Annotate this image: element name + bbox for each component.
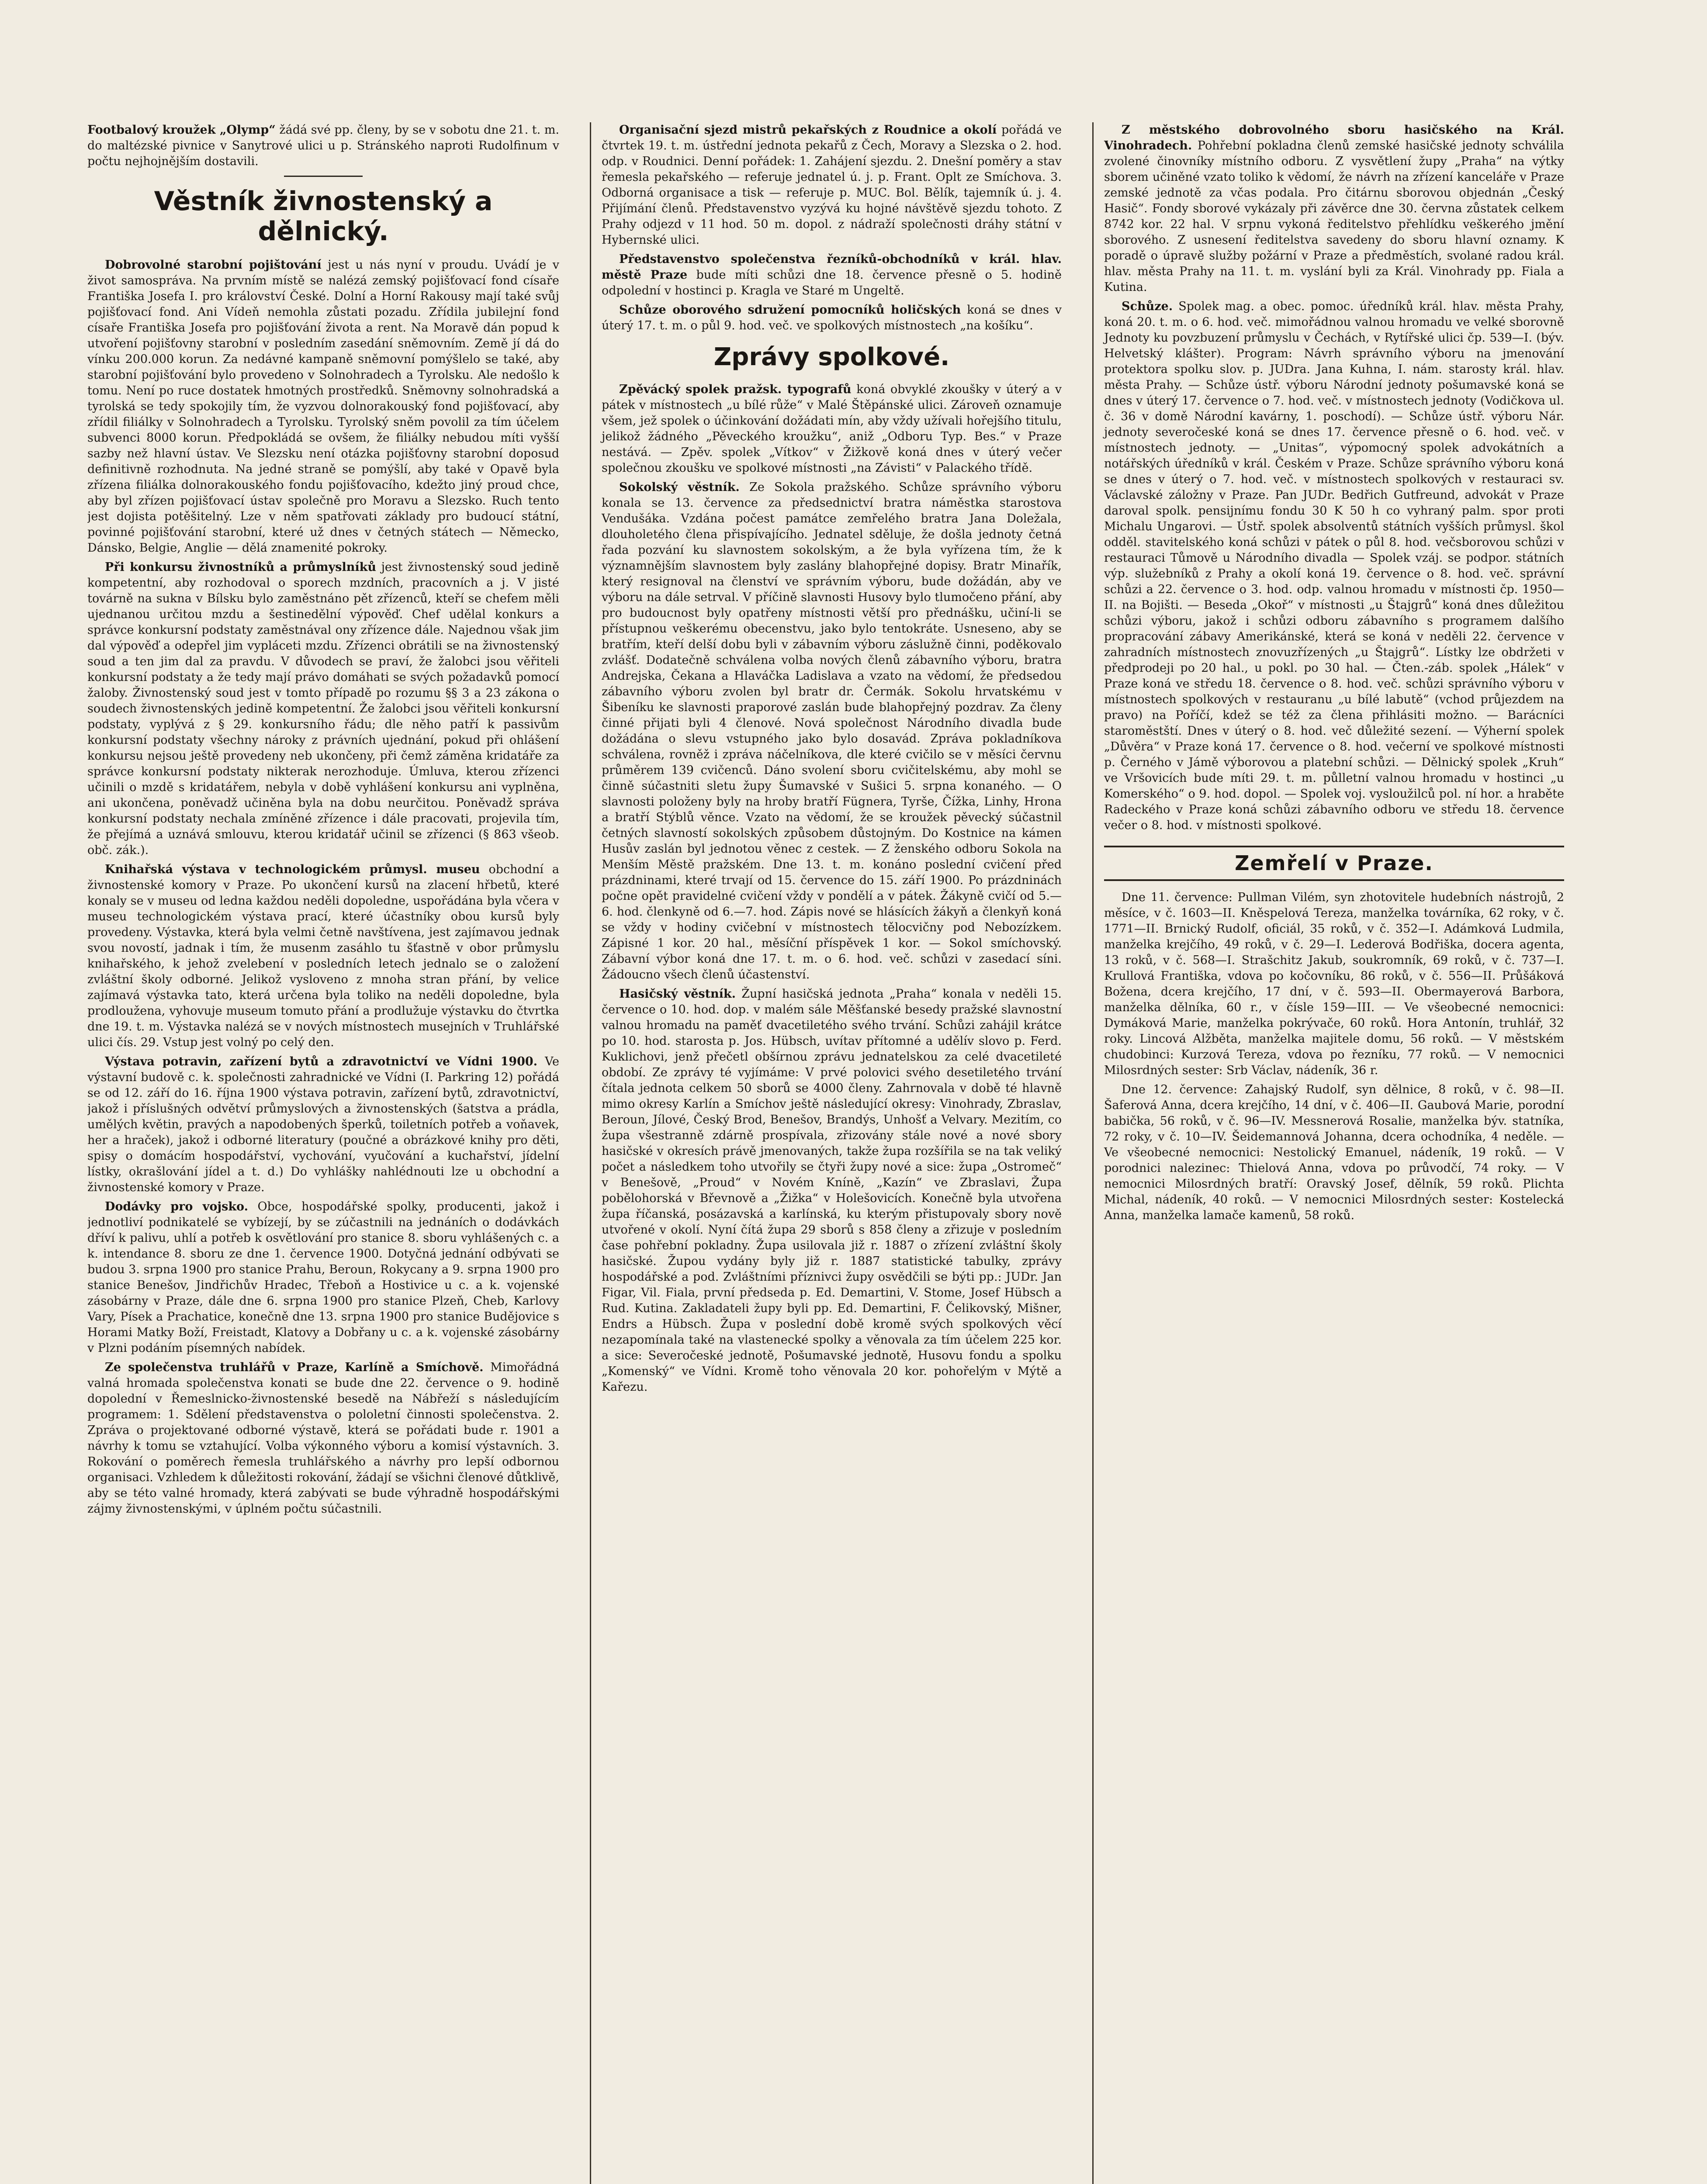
article-paragraph (87, 862, 559, 1051)
article-text: pořádá ve čtvrtek 19. t. m. ústřední jednota pekařů z Čech, Moravy a Slezska o 2. hod. odp. v Roudnici. Denní pořádek: 1. Zahájení sjezdu. 2. Dnešní poměry a stav řemesla pekařského — referuje jednatel ú. j. p. Frant. Oplt ze Smíchova. 3. Odborná organisace a tisk — referuje p. MUC. Bol. Bělík, tajemník ú. j. 4. Přijímání členů. Představenstvo vyzývá ku hojné návštěvě sjezdu tohoto. Z Prahy odjezd v 11 hod. 50 m. dopol. z nádraží společnosti dráhy státní v Hybernské ulici. (602, 123, 1062, 247)
article-text: Dne 11. července: Pullman Vilém, syn zhotovitele hudebních nástrojů, 2 měsíce, v č. 1603—II. Kněspelová Tereza, manželka továrníka, 62 roky, v č. 1771—II. Brnický Rudolf, oficiál, 35 roků, v č. 352—I. Adámková Ludmila, manželka krejčího, 49 roků, v č. 29—I. Lederová Bodřiška, docera agenta, 13 roků, v č. 568—I. Strašchitz Jakub, soukromník, 69 roků, v č. 737—I. Krullová Františka, vdova po kočovníku, 86 roků, v č. 556—II. Průšáková Božena, dcera krejčího, 17 dní, v č. 593—II. Obermayerová Barbora, manželka dělníka, 60 r., v čísle 159—III. — Ve všeobecné nemocnici: Dymáková Marie, manželka pokrývače, 60 roků. Hora Antonín, truhlář, 32 roky. Lincová Alžběta, manželka majitele domu, 56 roků. — V městském chudobinci: Kurzová Tereza, vdova po řezníku, 77 roků. — V nemocnici Milosrdných sester: Srb Václav, nádeník, 36 r. (1104, 890, 1564, 1077)
section-heading: Zprávy spolkové. (713, 343, 950, 371)
article-text: obchodní a živnostenské komory v Praze. Po ukončení kursů na zlacení hřbetů, které konaly se v museu od ledna každou neděli dopoledne, uspořádána byla včera v museu technologickém výstava prací, které účastníky obou kursů byly provedeny. Výstavka, která byla velmi četně navštívena, jest zajímavou jednak svou novostí, jadnak i tím, že musenm zasáhlo tu šťastně v obor průmyslu knihařského, k jehož zvelebení v posledních letech jednalo se o založení zvláštní školy odborné. Jelikož vysloveno z mnoha stran přání, by velice zajímavá výstavka tato, která určena byla toliko na neděli dopoledne, byla prodloužena, vyhovuje museum tomuto přání a prodlužuje výstavku do čtvrtka dne 19. t. m. Výstavka nalézá se v nových místnostech musejních v Truhlářské ulici čís. 29. Vstup jest volný po celý den. (87, 863, 559, 1049)
article-lead: Zpěvácký spolek pražsk. typografů (619, 383, 852, 397)
article-text: Dne 12. července: Zahajský Rudolf, syn dělnice, 8 roků, v č. 98—II. Šaferová Anna, dcera krejčího, 14 dní, v č. 406—II. Gaubová Marie, porodní babička, 56 roků, v č. 96—IV. Messnerová Rosalie, manželka býv. statníka, 72 roky, v č. 10—IV. Šeidemannová Johanna, dcera ochodníka, 4 neděle. — Ve všeobecné nemocnici: Nestolický Emanuel, nádeník, 19 roků. — V porodnici nalezinec: Thielová Anna, vdova po průvodčí, 74 roky. — V nemocnici Milosrdných bratří: Oravský Josef, dělník, 59 roků. Plichta Michal, nádeník, 40 roků. — V nemocnici Milosrdných sester: Kostelecká Anna, manželka lamače kamenů, 58 roků. (1104, 1082, 1564, 1222)
article-paragraph (87, 560, 559, 858)
article-paragraph (602, 302, 1062, 334)
column-3 (1092, 122, 1564, 2184)
article-paragraph (87, 257, 559, 556)
article-text: Pohřební pokladna členů zemské hasičské jednoty schválila zvolené činovníky místního odboru. Z vysvětlení župy „Praha“ na výtky sborem učiněné vzato toliko k vědomí, že návrh na zřízení kanceláře v Praze zemské jednotě za včas podala. Pro čitárnu sborovou objednán „Český Hasič“. Fondy sborové vykázaly při závěrce dne 30. června zůstatek celkem 8742 kor. 22 hal. V srpnu vykoná ředitelstvo přehlídku veškerého jmění sborového. Z usnesení ředitelstva savedeny do sboru hlavní oznamy. K poradě o úpravě služby požární v Praze a předměstích, svolané radou král. hlav. města Prahy na 11. t. m. vyslání byli za Král. Vinohrady pp. Fiala a Kutina. (1104, 139, 1564, 294)
article-lead: Z městského dobrovolného sboru hasičského na Král. Vinohradech. (1104, 123, 1564, 152)
column-1 (87, 122, 559, 2184)
article-lead: Knihařská výstava v technologickém průmysl. museu (105, 863, 480, 876)
article-lead: Výstava potravin, zařízení bytů a zdravotnictví ve Vídni 1900. (105, 1055, 538, 1068)
article-lead: Sokolský věstník. (619, 480, 740, 494)
article-text: koná se dnes v úterý 17. t. m. o půl 9. hod. več. ve spolkových místnostech „na košíku“. (602, 303, 1062, 332)
article-text: Obce, hospodářské spolky, producenti, jakož i jednotliví podnikatelé se vybízejí, by se zúčastnili na jednáních o dodávkách dříví k palivu, uhlí a potřeb k osvětlování pro stanice 8. sboru vyhlášených c. a k. intendance 8. sboru ze dne 1. července 1900. Dotyčná jednání odbývati se budou 3. srpna 1900 pro stanice Prahu, Beroun, Rokycany a 9. srpna 1900 pro stanice Benešov, Jindřichův Hradec, Třeboň a Hostivice u c. a k. vojenské zásobárny v Praze, dále dne 6. srpna 1900 pro stanice Plzeň, Cheb, Karlovy Vary, Písek a Prachatice, konečně dne 13. srpna 1900 pro stanice Budějovice s Horami Matky Boží, Freistadt, Klatovy a Dobřany u c. a k. vojenské zásobárny v Plzni podáním písemných nabídek. (87, 1200, 559, 1355)
section-heading: Věstník živnostenský a dělnický. (154, 186, 493, 247)
article-paragraph (1104, 1082, 1564, 1223)
article-text: Mimořádná valná hromada společenstva konati se bude dne 22. července o 9. hodině dopolední v Řemeslnicko-živnostenské besedě na Nábřeží s následujícím programem: 1. Sdělení představenstva o pololetní činnosti společenstva. 2. Zpráva o projektované odborné výstavě, která se pořádati bude r. 1901 a návrhy k tomu se vztahující. Volba výkonného výboru a komisí výstavních. 3. Rokování o poměrech řemesla truhlářského a návrhy pro lepší odbornou organisaci. Vzhledem k důležitosti rokování, žádají se všichni členové důtklivě, aby se této valné hromady, která zabývati se bude výhradně hospodářskými zájmy živnostenskými, v úplném počtu súčastnili. (87, 1361, 559, 1516)
article-paragraph (1104, 299, 1564, 833)
article-text: Ve výstavní budově c. k. společnosti zahradnické ve Vídni (I. Parkring 12) pořádá se od 12. září do 16. října 1900 výstava potravin, zařízení bytů, zdravotnictví, jakož i příslušných odvětví průmyslových a živnostenských (šatstva a prádla, umělých květin, pravých a napodobených šperků, toiletních potřeb a voňavek, her a hraček), jakož i odborné literatury (poučné a obrázkové knihy pro děti, spisy o domácím hospodářství, vychování, vyučování a kuchařství, jídelní lístky, okrašlování jídel a t. d.) Do vyhlášky nahlédnouti lze u obchodní a živnostenské komory v Praze. (87, 1055, 559, 1194)
article-lead: Organisační sjezd mistrů pekařských z Roudnice a okolí (619, 123, 997, 137)
article-paragraph (1104, 890, 1564, 1078)
article-lead: Dobrovolné starobní pojištování (105, 258, 322, 272)
article-paragraph (602, 480, 1062, 983)
article-lead: Hasičský věstník. (619, 987, 736, 1001)
column-2 (590, 122, 1062, 2184)
article-text: koná obvyklé zkoušky v úterý a v pátek v místnostech „u bílé růže“ v Malé Štěpánské ulici. Zároveň oznamuje všem, jež spolek o účinkování dožádati mín, aby vždy užívali hořejšího titulu, jelikož žádného „Pěveckého kroužku“, aniž „Odboru Typ. Bes.“ v Praze nestává. — Zpěv. spolek „Vítkov“ v Žižkově koná dnes v úterý večer společnou zkoušku ve spolkové místnosti „na Závisti“ v Palackého třídě. (602, 383, 1062, 475)
section-heading: Zemřelí v Praze. (1104, 846, 1564, 881)
article-paragraph (602, 986, 1062, 1395)
article-paragraph (1104, 122, 1564, 295)
article-lead: Schůze oborového sdružení pomocníků holičských (619, 303, 961, 317)
article-paragraph (87, 1199, 559, 1356)
article-paragraph (87, 1054, 559, 1196)
article-text: Župní hasičská jednota „Praha“ konala v neděli 15. července o 10. hod. dop. v malém sále Měšťanské besedy pražské slavnostní valnou hromadu na paměť dvacetiletého svého trvání. Schůzi zahájil krátce po 10. hod. starosta p. Jos. Hübsch, uvítav přítomné a udělív slovo p. Ferd. Kuklichovi, jenž přečetl obšírnou zprávu jednatelskou za celé dvacetileté období. Ze zprávy té vyjímáme: V prvé polovici svého desetiletého trvání čítala jednota celkem 50 sborů se 4000 členy. Zahrnovala v době té hlavně mimo okresy Karlín a Smíchov ještě následující okresy: Vinohrady, Zbraslav, Beroun, Jílové, Český Brod, Benešov, Brandýs, Unhošť a Velvary. Mezitím, co župa všestranně zdárně prospívala, zřizovány stále nové a nové sbory hasičské v okresích právě jmenovaných, takže župa rozšířila se na tak veliký počet a následkem toho utvořily se čtyři župy nové a sice: župa „Ostromeč“ v Benešově, „Proud“ v Novém Kníně, „Kazín“ ve Zbraslavi, Župa pobělohorská v Břevnově a „Žižka“ v Holešovicích. Konečně byla utvořena župa říčanská, posázavská a karlínská, ku kterým přistupovaly sbory nově utvořené v okolí. Nyní čítá župa 29 sborů s 858 členy a zřizuje v posledním čase pohřební pokladny. Župa usilovala již r. 1887 o zřízení zvláštní školy hasičské. Župou vydány byly již r. 1887 statistické tabulky, zprávy hospodářské a pod. Zvláštními příznivci župy osvědčili se býti pp.: JUDr. Jan Figar, Vil. Fiala, první předseda p. Ed. Demartini, V. Stome, Josef Hübsch a Rud. Kutina. Zakladateli župy byli pp. Ed. Demartini, F. Čelikovský, Mišner, Endrs a Hübsch. Župa v poslední době kromě svých spolkových věcí nezapomínala také na vlastenecké spolky a věnovala za tím účelem 225 kor. a sice: Severočeské jednotě, Pošumavské jednotě, Husovu fondu a spolku „Komenský“ ve Vídni. Kromě toho věnovala 20 kor. pohořelým v Mýtě a Kařezu. (602, 987, 1062, 1394)
article-lead: Footbalový kroužek „Olymp“ (87, 123, 276, 137)
article-text: žádá své pp. členy, by se v sobotu dne 21. t. m. do maltézské pivnice v Sanytrové ulici u p. Stránského naproti Rudolfinum v počtu nejhojnějším dostavili. (87, 123, 559, 168)
article-lead: Dodávky pro vojsko. (105, 1200, 248, 1213)
article-text: jest živnostenský soud jedině kompetentní, aby rozhodoval o sporech mzdních, pracovních a j. V jisté továrně na sukna v Bílsku bylo zaměstnáno pět zřízenců, kteří se chefem měli ujednanou určitou mzdu a šestinedělní výpověď. Chef udělal konkurs a správce konkursní podstaty zaměstnával ony zřízence dále. Najednou však jim dal výpověď a odepřel jim vypláceti mzdu. Zřízenci obrátili se na živnostenský soud a ten jim dal za pravdu. V důvodech se praví, že žalobci jsou věřiteli konkursní podstaty a že tedy mají právo domáhati se svých požadavků pomocí žaloby. Živnostenský soud jest v tomto případě po rozumu §§ 3 a 23 zákona o soudech živnostenských jedině kompetentní. Že žalobci jsou věřiteli konkursní podstaty, vyplývá z § 29. konkursního řádu; dle něho patří k passivům konkursní podstaty všechny nároky z právních ujednání, pokud při ohlášení konkursu nejsou ještě provedeny neb ukončeny, při čemž záměna kridatáře za správce konkursní podstaty nikterak nerozhoduje. Úmluva, kterou zřízenci učinili o mzdě s kridatářem, nebyla v době vyhlášení konkursu ani vyplněna, ani ukončena, poněvadž učiněna byla na dobu neurčitou. Poněvadž správa konkursní podstaty nechala zmíněné zřízence i dále pracovati, projevila tím, že přejímá a uznává smlouvu, kterou kridatář učinil se zřízenci (§ 863 všeob. obč. zák.). (87, 560, 559, 857)
article-lead: Ze společenstva truhlářů v Praze, Karlíně a Smíchově. (105, 1361, 484, 1374)
article-paragraph (87, 1360, 559, 1517)
article-lead: Schůze. (1122, 300, 1173, 313)
article-text: bude míti schůzi dne 18. července přesně o 5. hodině odpolední v hostinci p. Kragla ve Staré m Ungeltě. (602, 268, 1062, 297)
article-paragraph (87, 122, 559, 169)
article-paragraph (602, 252, 1062, 299)
divider-rule (284, 176, 363, 177)
columns (87, 122, 1655, 2184)
article-text: Spolek mag. a obec. pomoc. úředníků král. hlav. města Prahy, koná 20. t. m. o 6. hod. več. mimořádnou valnou hromadu ve velké sborovně Jednoty ku povzbuzení průmyslu v Čechách, v Rytířské ulici čp. 539—I. (býv. Helvetský klášter). Program: Návrh správního výboru na jmenování protektora spolku slov. p. JUDra. Jana Kuhna, I. nám. starosty král. hlav. města Prahy. — Schůze ústř. výboru Národní jednoty pošumavské koná se dnes v úterý 17. července o 7. hod. več. v místnostech jednoty (Vodičkova ul. č. 36 v domě Národní kavárny, 1. poschodí). — Schůze ústř. výboru Nár. jednoty severočeské koná se dnes 17. července přesně o 6. hod. več. v místnostech jednoty. — „Unitas“, výpomocný spolek advokátních a notářských úředníků v král. Českém v Praze. Schůze správního výboru koná se dnes v úterý o 7. hod. več. v místnostech spolkových v restauraci sv. Václavské záložny v Praze. Pan JUDr. Bedřich Gutfreund, advokát v Praze daroval spolk. pensijnímu fondu 30 K 50 h co vyhraný palm. spor proti Michalu Ungarovi. — Ústř. spolek absolventů státních vyšších průmysl. škol odděl. stavitelského koná schůzi v pátek o půl 8. hod. večsborovou schůzi v restauraci Tůmově u Národního divadla — Spolek vzáj. se podpor. státních výp. služebníků z Prahy a okolí koná 19. července o 8. hod. več. správní schůzi a 22. července o 3. hod. odp. valnou hromadu v místnosti čp. 1950—II. na Bojišti. — Beseda „Okoř“ v místnosti „u Štajgrů“ koná dnes důležitou schůzi výboru, jakož i schůzi odboru zábavního s programem dalšího propracování zábavy Amerikánské, která se koná v neděli 22. července v zahradních místnostech znovuzřízených „u Štajgrů“. Lístky lze obdržeti v předprodeji po 20 hal., u pokl. po 30 hal. — Čten.-záb. spolek „Hálek“ v Praze koná ve středu 18. července o 8. hod. več. schůzi správního výboru v místnostech spolkových v restauranu „u bílé labutě“ (vchod průjezdem na pravo) na Poříčí, kdež se též za člena přihlásiti možno. — Barácníci staroměstští. Dnes v úterý o 8. hod. več důležité sezení. — Výherní spolek „Důvěra“ v Praze koná 17. července o 8. hod. večerní ve spolkové místnosti p. Černého v Jámě výborovou a platební schůzi. — Dělnický spolek „Kruh“ ve Vršovicích bude míti 29. t. m. půlletní valnou hromadu v hostinci „u Komerského“ o 9. hod. dopol. — Spolek voj. vysloužilců pol. ní hor. a hraběte Radeckého v Praze koná schůzi zábavního odboru ve středu 18. července večer o 8. hod. v místnosti spolkové. (1104, 300, 1564, 832)
article-paragraph (602, 122, 1062, 248)
article-text: jest u nás nyní v proudu. Uvádí je v život samospráva. Na prvním místě se nalézá zemský pojišťovací fond císaře Františka Josefa I. pro království České. Dolní a Horní Rakousy mají také svůj pojišťovací fond. Ani Vídeň nemohla zůstati pozadu. Zřídila jubilejní fond císaře Františka Josefa pro pojišťování života a rent. Na Moravě dán popud k utvoření pojišťovny starobní v posledním zasedání sněmovním. Země jí dá do vínku 200.000 korun. Za nedávné kampaně sněmovní pomýšlelo se také, aby starobní pojišťování bylo provedeno v Solnohradech a Tyrolsku. Ale nedošlo k tomu. Není po ruce dostatek hmotných prostředků. Sněmovny solnohradská a tyrolská se tedy spokojily tím, že vyzvou dolnorakouský fond pojišťovací, aby zřídil filiálky v Solnohradech a Tyrolsku. Tyrolský sněm povolil za tím účelem subvenci 8000 korun. Předpokládá se ovšem, že filiálky nebudou míti vyšší sazby než hlavní ústav. Ve Slezsku není otázka pojišťovny starobní doposud definitivně rozhodnuta. Na jedné straně se pomýšlí, aby také v Opavě byla zřízena filiálka dolnorakouského fondu pojišťovacího, kdežto jiný proud chce, aby byl zřízen pojišťovací ústav společně pro Moravu a Slezsko. Ruch tento jest dojista potěšitelný. Lze v něm spatřovati základy pro budoucí státní, povinné pojišťování starobní, které už dnes v četných státech — Německo, Dánsko, Belgie, Anglie — dělá znamenité pokroky. (87, 258, 559, 555)
article-lead: Představenstvo společenstva řezníků-obchodníků v král. hlav. městě Praze (602, 252, 1062, 282)
article-lead: Při konkursu živnostníků a průmyslníků (105, 560, 376, 574)
article-text: Ze Sokola pražského. Schůze správního výboru konala se 13. července za předsednictví bratra náměstka starostova Vendušáka. Vzdána počest památce zemřelého bratra Jana Doležala, dlouholetého člena přispívajícího. Jednatel sděluje, že došla jednoty četná řada pozvání ku slavnostem sokolským, a že byla vyřízena tím, že k významnějším slavnostem byly zaslány blahopřejné dopisy. Bratr Minařík, který resignoval na členství ve správním výboru, bude dožádán, aby ve výboru na dále setrval. V příčině slavnosti Husovy bylo tlumočeno přání, aby pro budoucnost byly opatřeny místnosti větší pro přednášku, učiní-li se přístupnou veškerému obecenstvu, jako bylo tentokráte. Usneseno, aby se bratřím, kteří delší dobu byli v zábavním výboru záslužně činni, poděkovalo zvlášť. Dodatečně schválena volba nových členů zábavního výboru, bratra Andrejska, Čekana a Hlaváčka Ladislava a vzato na vědomí, že předsedou zábavního výboru zvolen byl bratr dr. Čermák. Sokolu hrvatskému v Šibeníku ke slavnosti praporové zaslán bude blahopřejný pozdrav. Za členy činné přijati byli 4 členové. Nová společnost Národního divadla bude dožádána o slevu vstupného jako bylo dosavád. Zpráva pokladníkova schválena, rovněž i zpráva náčelníkova, dle které cvičilo se v měsíci červnu průměrem 139 cvičenců. Dáno svolení sboru cvičitelskému, aby mohl se činně súčastniti sletu župy Šumavské v Sušici 5. srpna konaného. — O slavnosti položeny byly na hroby bratří Fügnera, Tyrše, Čížka, Linhy, Hrona a bratří Stýblů věnce. Vzato na vědomí, že se kroužek pěvecký súčastnil četných slavností sokolských způsobem důstojným. Do Kostnice na kámen Husův zaslán byl jednotou věnec z cestek. — Z ženského odboru Sokola na Menším Městě pražském. Dne 13. t. m. konáno poslední cvičení před prázdninami, které trvají od 15. července do 15. září 1900. Po prázdninách počne opět pravidelné cvičení vždy v pondělí a v pátek. Žákyně cvičí od 5.—6. hod. členkyně od 6.—7. hod. Zápis nové se hlásících žákyň a členkyň koná se vždy v hodiny cvičební v místnostech tělocvičny pod Nebozízkem. Zápisné 1 kor. 20 hal., měsíční příspěvek 1 kor. — Sokol smíchovský. Zábavní výbor koná dne 17. t. m. o 6. hod. več. schůzi v zasedací síni. Žádoucno všech členů účastenství. (602, 480, 1062, 982)
article-paragraph (602, 382, 1062, 476)
